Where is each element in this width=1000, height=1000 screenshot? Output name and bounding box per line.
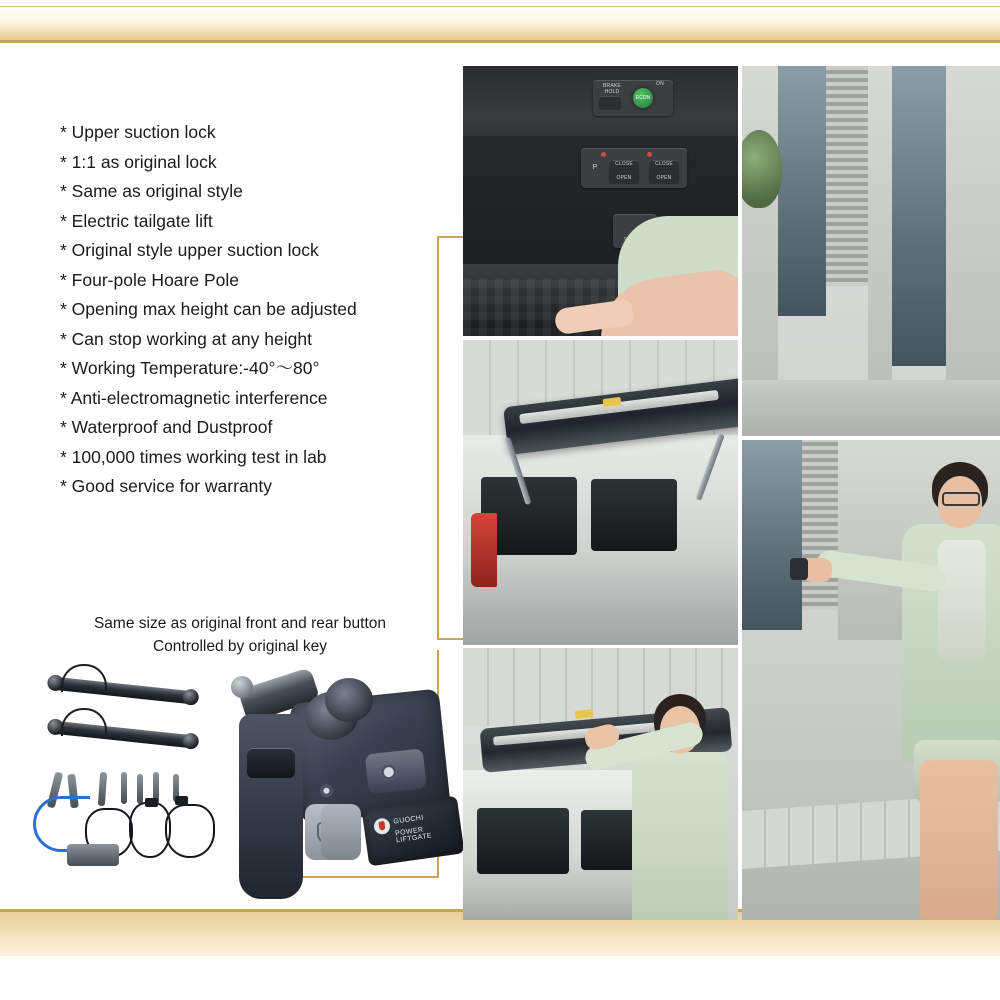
person-body — [632, 752, 728, 920]
parts-caption-group — [40, 612, 440, 658]
lock-pulley-icon — [325, 678, 373, 722]
caption-line: Same size as original front and rear button — [93, 615, 387, 632]
top-decorative-band — [0, 0, 1000, 43]
brand-logo-icon — [373, 817, 391, 835]
ecu-control-box — [361, 796, 464, 867]
photo-building-exterior — [742, 66, 1000, 436]
feature-item: * Opening max height can be adjusted — [60, 299, 357, 319]
glasses-icon — [942, 492, 980, 506]
ecu-model-label: POWER LIFTGATE — [394, 826, 433, 845]
power-door-switch-block[interactable] — [581, 148, 687, 188]
power-label: P — [592, 164, 598, 171]
indicator-dot-icon — [647, 152, 652, 157]
open-label: OPEN — [656, 175, 672, 181]
left-door-button[interactable] — [609, 160, 639, 184]
feature-item: * Upper suction lock — [60, 122, 216, 142]
screw-icon — [121, 772, 127, 804]
bottom-decorative-band — [0, 909, 1000, 1000]
feature-item: * Same as original style — [60, 181, 243, 201]
feature-item: * Good service for warranty — [60, 476, 273, 496]
building-glass-panel — [778, 66, 826, 316]
feature-item: * Working Temperature:-40°～80° — [60, 358, 320, 378]
feature-item: * 1:1 as original lock — [60, 151, 217, 172]
caption-line: Controlled by original key — [152, 638, 328, 655]
building-louvers — [826, 66, 868, 286]
person-legs — [920, 760, 998, 920]
rubber-grommet-icon — [321, 804, 361, 860]
vehicle-window — [591, 479, 677, 551]
vehicle-body — [463, 435, 738, 645]
feature-list — [60, 118, 440, 502]
strut-ball-socket-icon — [182, 732, 200, 750]
indicator-dot-icon — [601, 152, 606, 157]
motor-cap-icon — [231, 676, 253, 698]
remote-key-icon — [790, 558, 808, 580]
connector-icon — [145, 798, 158, 807]
feature-item: * Anti-electromagnetic interference — [60, 387, 328, 408]
econ-on-label: ON — [656, 81, 664, 87]
screw-icon — [137, 774, 143, 804]
feature-item: * Electric tailgate lift — [60, 210, 213, 231]
building-glass-panel — [892, 66, 946, 366]
top-band-highlight — [0, 0, 1000, 7]
latch-hole-icon — [320, 784, 333, 797]
parts-illustration — [25, 662, 445, 892]
connector-icon — [175, 796, 188, 805]
close-label: CLOSE — [615, 161, 633, 167]
feature-item: * 100,000 times working test in lab — [60, 446, 327, 467]
building-louvers — [802, 440, 838, 610]
vehicle-window — [477, 808, 569, 874]
feature-item: * Can stop working at any height — [60, 328, 312, 349]
tailgate-switch-panel[interactable] — [239, 714, 303, 899]
feature-item: * Original style upper suction lock — [60, 240, 319, 260]
building-glass-panel — [742, 440, 802, 630]
brake-hold-label: BRAKE HOLD — [603, 83, 621, 95]
callout-line-vertical — [437, 236, 439, 640]
mount-plate-icon — [67, 844, 119, 866]
open-label: OPEN — [616, 175, 632, 181]
photo-tailgate-open — [463, 340, 738, 645]
strut-wire-icon — [61, 708, 107, 736]
tailgate-sticker — [575, 709, 594, 719]
wiring-harness-icon — [165, 804, 215, 858]
person-top — [938, 540, 986, 660]
switch-rocker-icon[interactable] — [247, 748, 295, 778]
strut-wire-icon — [61, 664, 107, 692]
photo-pointing-tailgate — [463, 648, 738, 920]
bottom-band-highlight — [0, 956, 1000, 1000]
ecu-brand-label: GUOCHI — [393, 814, 425, 826]
econ-button[interactable]: ECON — [633, 88, 653, 108]
strut-ball-socket-icon — [182, 688, 200, 706]
pavement — [742, 380, 1000, 436]
photo-dash-switch — [463, 66, 738, 336]
close-label: CLOSE — [655, 161, 673, 167]
brake-hold-switch-block[interactable] — [593, 80, 673, 116]
feature-item: * Four-pole Hoare Pole — [60, 269, 239, 290]
callout-line-middle — [437, 638, 463, 640]
bracket-icon — [98, 772, 107, 806]
brake-hold-button[interactable] — [599, 96, 621, 110]
feature-item: * Waterproof and Dustproof — [60, 417, 273, 437]
callout-line-top — [437, 236, 463, 238]
photo-woman-with-remote — [742, 440, 1000, 920]
tail-light — [471, 513, 497, 587]
right-door-button[interactable] — [649, 160, 679, 184]
